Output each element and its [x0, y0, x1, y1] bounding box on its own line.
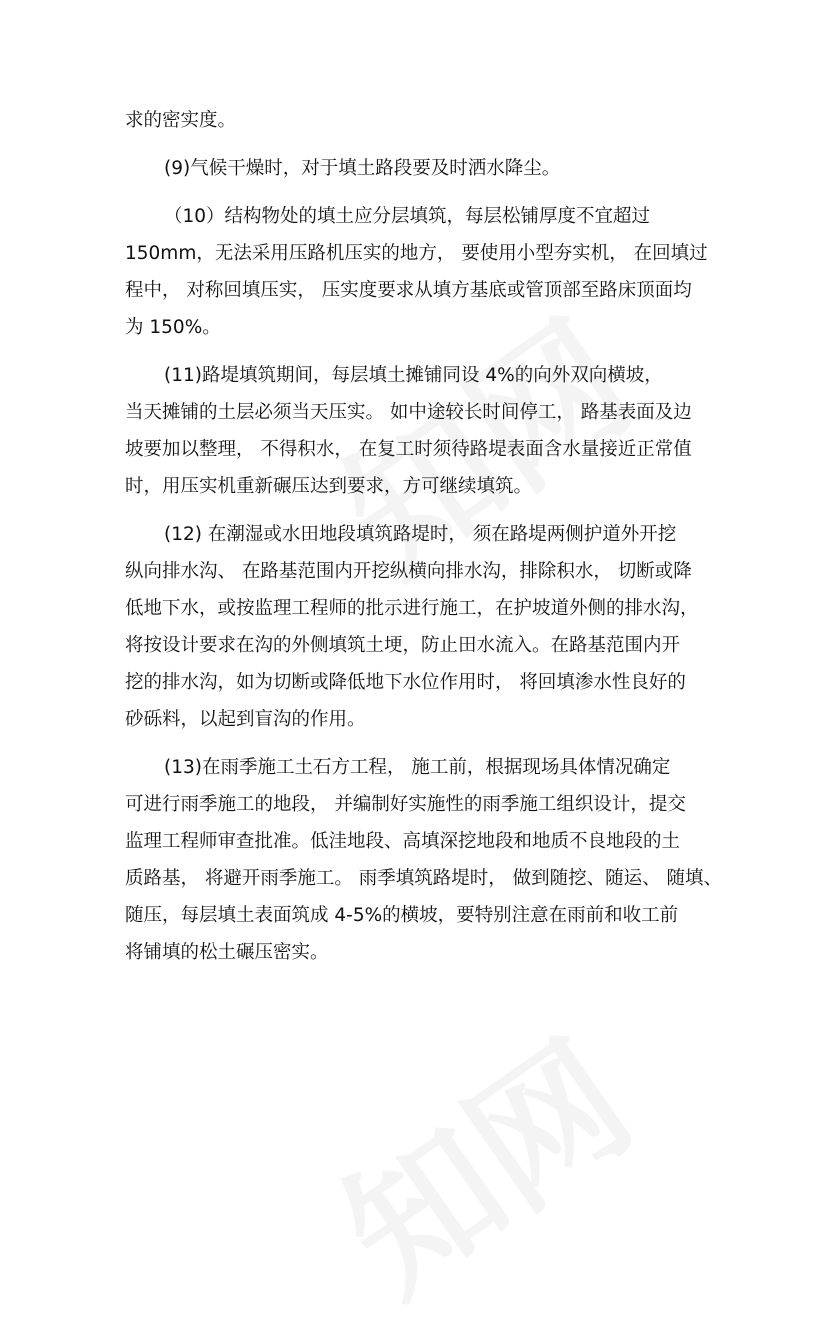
paragraph	[125, 516, 725, 738]
text-line: 坡要加以整理， 不得积水， 在复工时须待路堤表面含水量接近正常值	[125, 439, 692, 460]
text-line: 当天摊铺的土层必须当天压实。 如中途较长时间停工， 路基表面及边	[125, 402, 692, 423]
paragraph	[125, 102, 725, 139]
paragraph	[125, 198, 725, 346]
text-line: 监理工程师审查批准。低洼地段、高填深挖地段和地质不良地段的土	[125, 831, 681, 852]
paragraph	[125, 749, 725, 971]
text-line: 砂砾料，以起到盲沟的作用。	[125, 709, 366, 730]
text-line: 可进行雨季施工的地段， 并编制好实施性的雨季施工组织设计，提交	[125, 794, 686, 815]
text-line: 低地下水，或按监理工程师的批示进行施工，在护坡道外侧的排水沟，	[125, 598, 699, 619]
text-line: (11)路堤填筑期间，每层填土摊铺同设 4%的向外双向横坡，	[164, 365, 663, 386]
text-line: (13)在雨季施工土石方工程， 施工前，根据现场具体情况确定	[164, 757, 671, 778]
watermark	[295, 983, 665, 1332]
text-line: （10）结构物处的填土应分层填筑，每层松铺厚度不宜超过	[164, 206, 651, 227]
text-line: 纵向排水沟、 在路基范围内开挖纵横向排水沟，排除积水， 切断或降	[125, 561, 692, 582]
text-line: 150mm，无法采用压路机压实的地方， 要使用小型夯实机， 在回填过	[125, 243, 708, 264]
text-line: (12) 在潮湿或水田地段填筑路堤时， 须在路堤两侧护道外开挖	[164, 524, 677, 545]
text-line: 挖的排水沟，如为切断或降低地下水位作用时， 将回填渗水性良好的	[125, 672, 686, 693]
text-line: (9)气候干燥时，对于填土路段要及时洒水降尘。	[164, 158, 561, 179]
paragraph	[125, 150, 725, 187]
text-line: 将按设计要求在沟的外侧填筑土埂，防止田水流入。在路基范围内开	[125, 635, 681, 656]
text-line: 为 150%。	[125, 317, 221, 338]
text-line: 程中， 对称回填压实， 压实度要求从填方基底或管顶部至路床顶面均	[125, 280, 692, 301]
paragraph	[125, 357, 725, 505]
document-page	[125, 102, 725, 982]
text-line: 随压，每层填土表面筑成 4-5%的横坡，要特别注意在雨前和收工前	[125, 905, 679, 926]
text-line: 时，用压实机重新碾压达到要求，方可继续填筑。	[125, 476, 533, 497]
text-line: 求的密实度。	[125, 110, 237, 131]
text-line: 将铺填的松土碾压密实。	[125, 942, 329, 963]
text-line: 质路基， 将避开雨季施工。 雨季填筑路堤时， 做到随挖、随运、 随填、	[125, 868, 723, 889]
